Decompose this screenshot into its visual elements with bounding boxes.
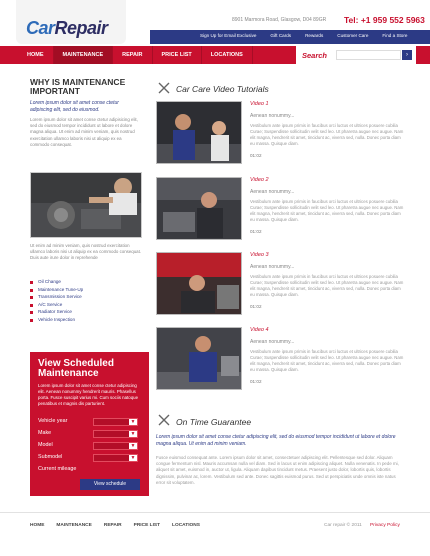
search-button[interactable]: › [402,50,412,60]
nav-price-list[interactable]: PRICE LIST [153,46,202,64]
service-item[interactable]: A/C Service [30,301,83,309]
top-links [200,33,407,38]
footer-link-maintenance[interactable]: MAINTENANCE [56,523,92,528]
field-label-make: Make [38,430,52,436]
video-subtitle: Aenean nonummy... [250,113,295,119]
form-row-make [38,430,142,436]
video-thumbnail[interactable] [156,101,242,164]
footer-link-repair[interactable]: REPAIR [103,523,122,528]
videos-title: Car Care Video Tutorials [176,84,269,94]
top-link-gift-cards[interactable]: Gift Cards [270,33,292,38]
view-schedule-button[interactable]: View schedule [80,479,140,490]
why-lead: Lorem ipsum dolor sit amet conse ctetur adipiscing elit, sed do eiusmod. [30,100,119,113]
video-meta [250,252,406,309]
video-thumbnail[interactable] [156,252,242,315]
left-column [30,78,142,148]
top-bar [0,30,430,44]
copyright: Car repair © 2011 [324,523,362,528]
footer-nav [30,523,200,528]
nav-repair[interactable]: REPAIR [113,46,152,64]
service-item[interactable]: Radiator Service [30,308,83,316]
video-duration: 01:02 [250,379,262,384]
form-row-model [38,442,142,448]
video-item [156,327,406,391]
model-select[interactable] [93,442,138,450]
service-item[interactable]: Transmission Service [30,293,83,301]
guarantee-title: On Time Guarantee [176,417,252,427]
service-item[interactable]: Maintenance Tune-Up [30,286,83,294]
privacy-policy-link[interactable]: Privacy Policy [370,523,400,528]
wrench-icon [158,414,170,426]
phone: Tel: +1 959 552 5963 [344,15,425,25]
search-label: Search [302,51,328,60]
field-label-mileage: Current mileage [38,466,77,472]
video-title[interactable]: Video 3 [250,252,269,258]
video-description: Vestibulum ante ipsum primis in faucibus orci luctus et ultrices posuere cubilia Curae; Suspendisse sollicitudin velit sed leo. Ut pharetra augue nec augue. Nam elit magna, hendrerit sit amet, tincidunt ac, viverra sed, nulla. Donec porta diam eu massa. Quisque diam. [250,274,404,297]
guarantee-paragraph: Fusce euismod consequat ante. Lorem ipsum dolor sit amet, consectetuer adipiscing elit. Pellentesque sed dolor. Aliquam congue fermentum nisl. Mauris accumsan nulla vel diam. Sed in lacus ut enim adipiscing aliquet. Nulla venenatis. In pede mi, aliquet sit amet, euismod in, auctor ut, ligula. Aliquam dapibus tincidunt metus. Praesent justo dolor, lobortis quis, lobortis dignissim, pulvinar ac, lorem. Vestibulum sed ante. Donec sagittis euismod purus. Sed ut perspiciatis unde omnis iste natus error sit voluptatem. [156,455,399,485]
chevron-down-icon: ▼ [130,455,136,461]
video-duration: 01:02 [250,229,262,234]
field-label-model: Model [38,442,53,448]
logo-car: Car [26,18,55,38]
video-1-image [157,102,242,164]
search-input[interactable] [336,50,401,60]
video-description: Vestibulum ante ipsum primis in faucibus orci luctus et ultrices posuere cubilia Curae; Suspendisse sollicitudin velit sed leo. Ut pharetra augue nec augue. Nam elit magna, hendrerit sit amet, tincidunt ac, viverra sed, nulla. Donec porta diam eu massa. Quisque diam. [250,199,404,222]
video-title[interactable]: Video 1 [250,101,269,107]
schedule-text: Lorem ipsum dolor sit amet conse ctetur adipiscing elit. Aenean nonummy hendrerit mauris. Phasellus porta. Fusce suscipit varius mi. Cum sociis natoque penatibus et magnis dis parturient. [38,383,139,406]
engine-photo-art [31,173,142,238]
video-thumbnail[interactable] [156,177,242,240]
schedule-title: View Scheduled Maintenance [38,358,114,379]
video-duration: 01:02 [250,304,262,309]
top-link-find-store[interactable]: Find a Store [382,33,408,38]
video-meta [250,101,406,158]
form-row-year [38,418,142,424]
service-item[interactable]: Oil Change [30,278,83,286]
video-4-image [157,328,242,390]
services-list [30,278,83,324]
footer-link-price-list[interactable]: PRICE LIST [133,523,161,528]
nav-locations[interactable]: LOCATIONS [202,46,253,64]
guarantee-lead: Lorem ipsum dolor sit amet conse ctetur adipiscing elit, sed do eiusmod tempor incididunt ut labore et dolore magna aliqua. Ut enim ad minim veniam. [156,434,396,447]
top-link-customer-care[interactable]: Customer Care [337,33,369,38]
video-title[interactable]: Video 2 [250,177,269,183]
chevron-down-icon: ▼ [130,431,136,437]
video-duration: 01:02 [250,153,262,158]
video-description: Vestibulum ante ipsum primis in faucibus orci luctus et ultrices posuere cubilia Curae; Suspendisse sollicitudin velit sed leo. Ut pharetra augue nec augue. Nam elit magna, hendrerit sit amet, tincidunt ac, viverra sed, nulla. Donec porta diam eu massa. Quisque diam. [250,123,404,146]
footer [0,512,430,556]
footer-link-home[interactable]: HOME [30,523,45,528]
field-label-submodel: Submodel [38,454,63,460]
video-description: Vestibulum ante ipsum primis in faucibus orci luctus et ultrices posuere cubilia Curae; Suspendisse sollicitudin velit sed leo. Ut pharetra augue nec augue. Nam elit magna, hendrerit sit amet, tincidunt ac, viverra sed, nulla. Donec porta diam eu massa. Quisque diam. [250,349,404,372]
video-meta [250,177,406,234]
logo-repair: Repair [54,18,108,38]
top-link-rewards[interactable]: Rewards [305,33,324,38]
video-item [156,252,406,316]
video-2-image [157,178,242,240]
top-link-signup[interactable]: Sign Up for Email Exclusive [200,33,257,38]
form-row-mileage [38,466,142,472]
video-subtitle: Aenean nonummy... [250,339,295,345]
video-3-image [157,253,242,315]
video-title[interactable]: Video 4 [250,327,269,333]
search-area [296,46,416,64]
vehicle-year-select[interactable] [93,418,138,426]
address: 8901 Marmora Road, Glasgow, D04 89GR [232,17,327,23]
video-item [156,177,406,241]
footer-link-locations[interactable]: LOCATIONS [172,523,200,528]
left-paragraph-2: Ut enim ad minim veniam, quis nostrud exercitation ullamco laboris nisi ut aliquip ex ea commodo consequat. Duis aute irure dolor in reprehende [30,243,142,261]
service-item[interactable]: Vehicle Inspection [30,316,83,324]
form-row-submodel [38,454,142,460]
video-subtitle: Aenean nonummy... [250,189,295,195]
chevron-down-icon: ▼ [130,419,136,425]
engine-photo [30,172,142,238]
field-label-year: Vehicle year [38,418,68,424]
submodel-select[interactable] [93,454,138,462]
nav-maintenance[interactable]: MAINTENANCE [54,46,114,64]
nav-items [18,46,253,64]
why-paragraph: Lorem ipsum dolor sit amet conse ctetur adipisicing elit, sed do eiusmod tempor incididunt ut labore et dolore magna aliqua. Ut enim ad minim veniam, quis nostrud exercitation ullamco laboris nisi ut aliquip ex ea commodo consequat. [30,117,138,147]
header [0,0,430,46]
video-item [156,101,406,165]
nav-home[interactable]: HOME [18,46,54,64]
video-thumbnail[interactable] [156,327,242,390]
schedule-box [30,352,149,496]
chevron-down-icon: ▼ [130,443,136,449]
make-select[interactable] [93,430,138,438]
why-title: WHY IS MAINTENANCE IMPORTANT [30,77,126,96]
video-subtitle: Aenean nonummy... [250,264,295,270]
video-meta [250,327,406,384]
wrench-icon [158,82,170,94]
